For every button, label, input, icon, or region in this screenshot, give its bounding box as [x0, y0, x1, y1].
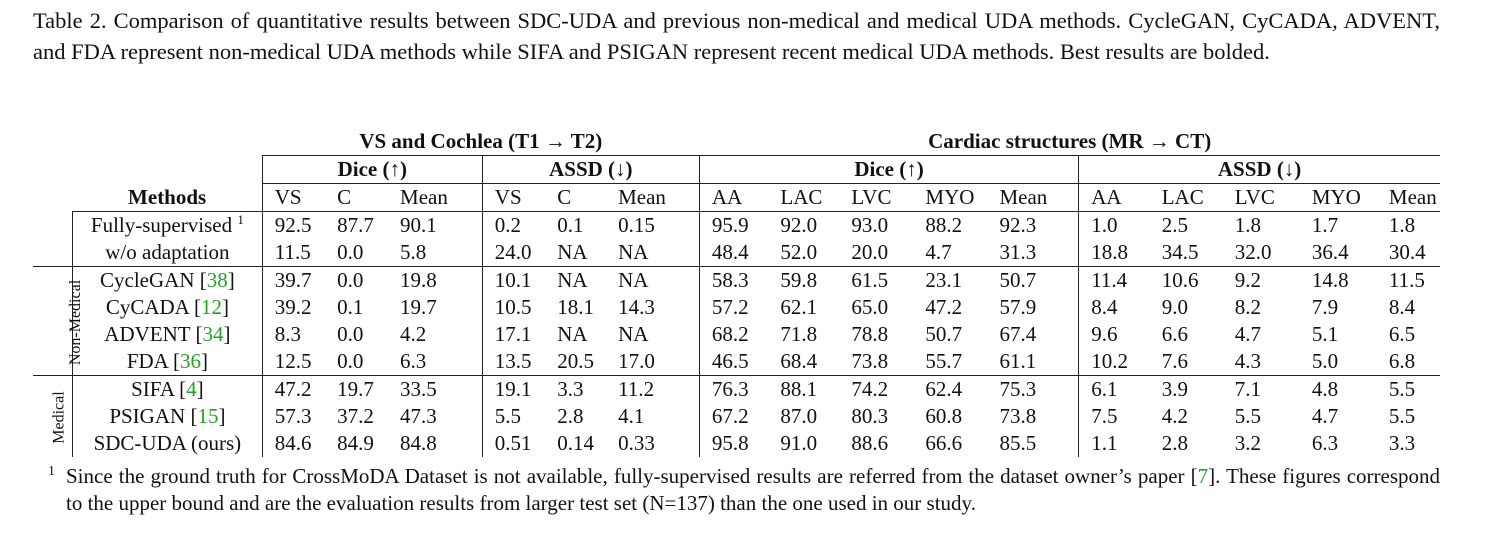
table-cell: 5.0: [1311, 349, 1339, 373]
table-cell: 6.6: [1161, 322, 1188, 346]
citation-link[interactable]: 4: [186, 377, 197, 401]
table-cell: 87.7: [329, 212, 392, 240]
vs-dice-header: Dice (↑): [262, 156, 482, 184]
cardiac-dice-column-header: LAC: [772, 184, 843, 212]
table-cell: 84.9: [337, 431, 374, 455]
table-cell: 91.0: [780, 431, 818, 455]
table-cell: 5.5: [1388, 404, 1416, 428]
table-caption: Table 2. Comparison of quantitative results between SDC-UDA and previous non-medical and medical UDA methods. CycleGAN, CyCADA, ADVENT, and FDA represent non-medical UDA methods while SIFA and PSIGAN represent recent medical UDA methods. Best results are bolded.: [33, 8, 1440, 64]
table-cell: 95.8: [699, 430, 772, 457]
citation-link[interactable]: 15: [197, 404, 219, 428]
table-cell: 95.9: [699, 212, 772, 240]
cardiac-assd-column-header: LVC: [1227, 184, 1304, 212]
table-cell: 84.8: [400, 431, 437, 455]
table-cell: 67.4: [999, 322, 1037, 346]
table-cell: 6.8: [1388, 349, 1416, 373]
cardiac-assd-column-header: MYO: [1304, 184, 1381, 212]
table-cell: 0.51: [482, 430, 549, 457]
cardiac-assd-column-header: AA: [1079, 184, 1154, 212]
table-cell: 14.3: [618, 295, 655, 319]
table-cell: 4.3: [1234, 349, 1262, 373]
method-name: Fully-supervised $^1$: [73, 212, 263, 240]
table-cell: 93.0: [843, 212, 917, 240]
table-cell: 0.2: [482, 212, 549, 240]
cardiac-dice-column-header: AA: [699, 184, 772, 212]
table-cell: 10.5: [482, 294, 549, 321]
table-cell: 39.2: [262, 294, 329, 321]
table-cell: 60.8: [925, 404, 963, 428]
table-cell: 24.0: [482, 239, 549, 267]
method-name: PSIGAN [15]: [73, 403, 263, 430]
table-cell: 73.8: [999, 404, 1037, 428]
footnote-ref: 1: [237, 212, 244, 227]
table-row: [33, 267, 1440, 295]
table-cell: 6.3: [400, 349, 427, 373]
table-cell: 5.5: [1381, 376, 1440, 404]
table-cell: 50.7: [991, 267, 1078, 295]
table-cell: 37.2: [337, 404, 374, 428]
vs-dice-column-header: Mean: [392, 184, 482, 212]
cardiac-dice-column-header: Mean: [991, 184, 1078, 212]
table-cell: 33.5: [392, 376, 482, 404]
cardiac-group-header: Cardiac structures (MR → CT): [928, 129, 1212, 153]
cardiac-assd-column-header: Mean: [1381, 184, 1440, 212]
table-cell: 1.8: [1227, 212, 1304, 240]
table-row: [33, 212, 1440, 240]
table-cell: 5.5: [1234, 404, 1262, 428]
table-cell: 57.3: [262, 403, 329, 430]
citation-link[interactable]: 7: [1197, 464, 1209, 488]
table-cell: 18.8: [1079, 239, 1154, 267]
table-cell: 9.6: [1079, 321, 1154, 348]
table-cell: 1.1: [1079, 430, 1154, 457]
table-cell: NA: [610, 267, 699, 295]
table-cell: 10.2: [1079, 348, 1154, 376]
table-cell: 14.8: [1304, 267, 1381, 295]
method-name: w/o adaptation: [73, 239, 263, 267]
footnote-text: Since the ground truth for CrossMoDA Dataset is not available, fully-supervised results are referred from the dataset owner’s paper [7]. These figures correspond to the upper bound and are the evaluation results from larger test set (N=137) than the one used in our study.: [66, 464, 1440, 515]
table-cell: 75.3: [991, 376, 1078, 404]
vs-assd-header: ASSD (↓): [482, 156, 699, 184]
table-row: [33, 239, 1440, 267]
table-cell: 5.5: [482, 403, 549, 430]
vs-assd-column-header: VS: [482, 184, 549, 212]
table-cell: 47.2: [925, 295, 963, 319]
table-cell: 80.3: [851, 404, 889, 428]
table-cell: 52.0: [780, 240, 818, 264]
methods-header: Methods: [73, 184, 263, 212]
table-row: [33, 348, 1440, 376]
table-cell: 71.8: [780, 322, 818, 346]
table-row: [33, 376, 1440, 404]
table-cell: 73.8: [851, 349, 889, 373]
table-cell: 6.1: [1079, 376, 1154, 404]
table-cell: 34.5: [1161, 240, 1199, 264]
table-cell: 13.5: [482, 348, 549, 376]
table-cell: 30.4: [1388, 240, 1426, 264]
table-cell: 92.3: [991, 212, 1078, 240]
table-cell: 2.8: [557, 404, 584, 428]
table-cell: 19.8: [392, 267, 482, 295]
table-cell: NA: [618, 322, 649, 346]
table-cell: 55.7: [925, 349, 963, 373]
table-cell: 7.9: [1311, 295, 1339, 319]
table-cell: 0.15: [610, 212, 699, 240]
table-cell: 0.1: [337, 295, 364, 319]
table-cell: 2.8: [1161, 431, 1188, 455]
group-label-empty: [33, 212, 73, 267]
table-cell: 0.0: [337, 349, 364, 373]
table-cell: 20.0: [851, 240, 889, 264]
method-name: ADVENT [34]: [73, 321, 263, 348]
table-cell: 88.2: [917, 212, 991, 240]
table-cell: 11.5: [1381, 267, 1440, 295]
vs-dice-column-header: C: [329, 184, 392, 212]
group-label-medical: Medical: [33, 376, 73, 458]
footnote: [48, 463, 1440, 517]
footnote-mark: 1: [48, 464, 55, 479]
table-cell: 4.2: [400, 322, 427, 346]
citation-link[interactable]: 34: [202, 322, 224, 346]
table-cell: 1.7: [1304, 212, 1381, 240]
table-cell: 85.5: [999, 431, 1037, 455]
table-cell: 5.8: [400, 240, 427, 264]
table-cell: 74.2: [843, 376, 917, 404]
table-cell: 4.2: [1161, 404, 1188, 428]
table-cell: 47.3: [400, 404, 437, 428]
method-name: CyCADA [12]: [73, 294, 263, 321]
table-cell: 68.2: [699, 321, 772, 348]
table-cell: 84.6: [262, 430, 329, 457]
table-cell: NA: [557, 322, 588, 346]
table-cell: 4.8: [1304, 376, 1381, 404]
citation-link[interactable]: 12: [200, 295, 222, 319]
table-cell: 10.1: [482, 267, 549, 295]
table-cell: 23.1: [917, 267, 991, 295]
table-cell: 61.5: [843, 267, 917, 295]
table-cell: 3.9: [1154, 376, 1227, 404]
table-cell: 0.0: [337, 322, 364, 346]
table-cell: 2.5: [1154, 212, 1227, 240]
table-cell: 11.4: [1079, 267, 1154, 295]
table-cell: 9.2: [1227, 267, 1304, 295]
table-cell: 68.4: [780, 349, 818, 373]
table-cell: 6.3: [1311, 431, 1339, 455]
table-row: [33, 403, 1440, 430]
method-name: FDA [36]: [73, 348, 263, 376]
table-cell: 48.4: [699, 239, 772, 267]
results-body: [33, 212, 1440, 458]
table-cell: 78.8: [851, 322, 889, 346]
table-cell: 18.1: [557, 295, 594, 319]
table-cell: NA: [557, 240, 588, 264]
table-cell: 6.5: [1388, 322, 1416, 346]
table-cell: 0.14: [557, 431, 594, 455]
table-cell: 11.2: [610, 376, 699, 404]
citation-link[interactable]: 38: [206, 268, 228, 292]
method-name: SIFA [4]: [73, 376, 263, 404]
column-header-row: [33, 184, 1440, 212]
table-cell: 57.9: [999, 295, 1037, 319]
table-cell: 62.4: [917, 376, 991, 404]
citation-link[interactable]: 36: [179, 349, 201, 373]
table-cell: 10.6: [1154, 267, 1227, 295]
table-cell: 0.0: [337, 240, 364, 264]
table-cell: 3.3: [1388, 431, 1416, 455]
table-cell: 92.5: [262, 212, 329, 240]
table-cell: 17.0: [618, 349, 655, 373]
table-cell: 61.1: [999, 349, 1037, 373]
table-cell: 7.5: [1079, 403, 1154, 430]
table-cell: 19.1: [482, 376, 549, 404]
table-row: [33, 430, 1440, 457]
table-cell: 1.8: [1381, 212, 1440, 240]
table-cell: 3.3: [549, 376, 610, 404]
table-cell: 36.4: [1311, 240, 1349, 264]
table-cell: 67.2: [699, 403, 772, 430]
table-cell: 66.6: [925, 431, 963, 455]
table-cell: 8.3: [262, 321, 329, 348]
table-cell: 90.1: [392, 212, 482, 240]
table-cell: 12.5: [262, 348, 329, 376]
table-cell: 4.7: [925, 240, 952, 264]
table-cell: 17.1: [482, 321, 549, 348]
method-name: CycleGAN [38]: [73, 267, 263, 295]
table-cell: 5.1: [1311, 322, 1339, 346]
table-cell: 4.7: [1234, 322, 1262, 346]
table-cell: 39.7: [262, 267, 329, 295]
table-cell: 46.5: [699, 348, 772, 376]
vs-group-header: VS and Cochlea (T1 → T2): [359, 129, 603, 153]
table-cell: 7.1: [1227, 376, 1304, 404]
table-row: [33, 294, 1440, 321]
table-cell: 0.33: [618, 431, 655, 455]
table-cell: 88.1: [772, 376, 843, 404]
table-cell: 92.0: [772, 212, 843, 240]
table-cell: 76.3: [699, 376, 772, 404]
table-cell: 8.2: [1234, 295, 1262, 319]
table-cell: 3.2: [1234, 431, 1262, 455]
table-cell: 11.5: [262, 239, 329, 267]
table-cell: 19.7: [329, 376, 392, 404]
cardiac-dice-header: Dice (↑): [699, 156, 1078, 184]
vs-assd-column-header: Mean: [610, 184, 699, 212]
cardiac-assd-column-header: LAC: [1154, 184, 1227, 212]
table-cell: 0.1: [549, 212, 610, 240]
table-cell: 58.3: [699, 267, 772, 295]
table-cell: 32.0: [1234, 240, 1272, 264]
table-cell: 4.7: [1311, 404, 1339, 428]
table-cell: 19.7: [400, 295, 437, 319]
table-cell: 65.0: [851, 295, 889, 319]
table-cell: 50.7: [925, 322, 963, 346]
group-label-non-medical: Non-Medical: [33, 267, 73, 376]
cardiac-dice-column-header: LVC: [843, 184, 917, 212]
table-cell: 62.1: [780, 295, 818, 319]
table-cell: 57.2: [699, 294, 772, 321]
table-cell: 31.3: [999, 240, 1037, 264]
vs-dice-column-header: VS: [262, 184, 329, 212]
table-cell: NA: [549, 267, 610, 295]
table-cell: 7.6: [1161, 349, 1188, 373]
table-cell: 47.2: [262, 376, 329, 404]
table-cell: 1.0: [1079, 212, 1154, 240]
vs-assd-column-header: C: [549, 184, 610, 212]
method-name: SDC-UDA (ours): [73, 430, 263, 457]
cardiac-dice-column-header: MYO: [917, 184, 991, 212]
table-cell: 4.1: [618, 404, 645, 428]
table-cell: 9.0: [1161, 295, 1188, 319]
cardiac-assd-header: ASSD (↓): [1079, 156, 1440, 184]
table-cell: 0.0: [329, 267, 392, 295]
results-table: [33, 128, 1440, 457]
table-cell: 8.4: [1079, 294, 1154, 321]
table-cell: 59.8: [772, 267, 843, 295]
table-cell: 88.6: [851, 431, 889, 455]
table-cell: 8.4: [1388, 295, 1416, 319]
table-cell: 20.5: [557, 349, 594, 373]
table-cell: NA: [618, 240, 649, 264]
table-cell: 87.0: [780, 404, 818, 428]
table-row: [33, 321, 1440, 348]
